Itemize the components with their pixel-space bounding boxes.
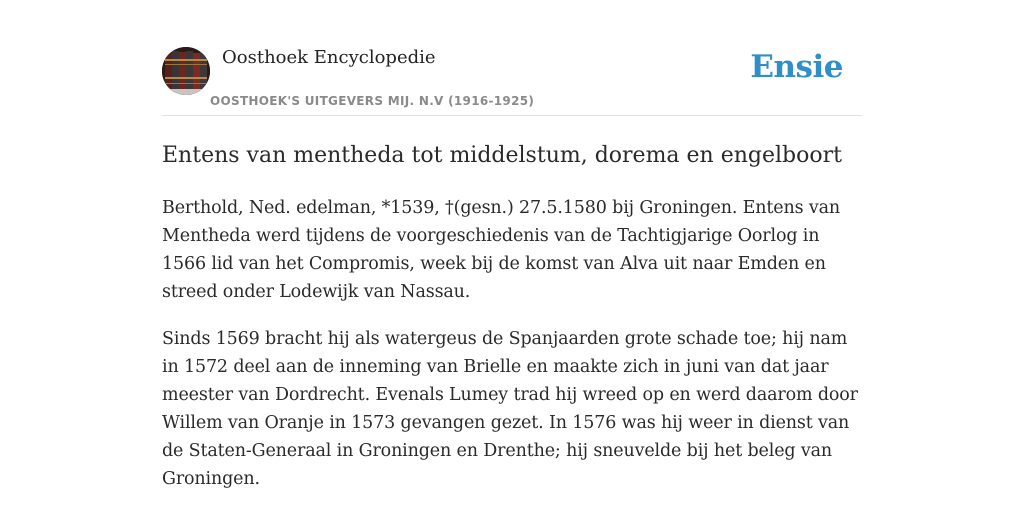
article-card — [162, 44, 862, 493]
encyclopedia-books-icon[interactable] — [162, 47, 210, 95]
source-header — [162, 44, 862, 116]
source-publisher: OOSTHOEK'S UITGEVERS MIJ. N.V (1916-1925) — [210, 94, 535, 108]
ensie-logo[interactable]: Ensie — [750, 49, 843, 85]
source-title[interactable]: Oosthoek Encyclopedie — [222, 47, 436, 68]
article-paragraph-2: Sinds 1569 bracht hij als watergeus de Spanjaarden grote schade toe; hij nam in 1572 deel aan de inneming van Brielle en maakte zich in juni van dat jaar meester van Dordrecht. Evenals Lumey trad hij wreed op en werd daarom door Willem van Oranje in 1573 gevangen gezet. In 1576 was hij weer in dienst van de Staten-Generaal in Groningen en Drenthe; hij sneuvelde bij het beleg van Groningen. — [162, 329, 858, 489]
article-paragraph-1: Berthold, Ned. edelman, *1539, †(gesn.) 27.5.1580 bij Groningen. Entens van Mentheda werd tijdens de voorgeschiedenis van de Tachtigjarige Oorlog in 1566 lid van het Compromis, week bij de komst van Alva uit naar Emden en streed onder Lodewijk van Nassau. — [162, 198, 841, 302]
article-title: Entens van mentheda tot middelstum, dorema en engelboort — [162, 143, 842, 168]
